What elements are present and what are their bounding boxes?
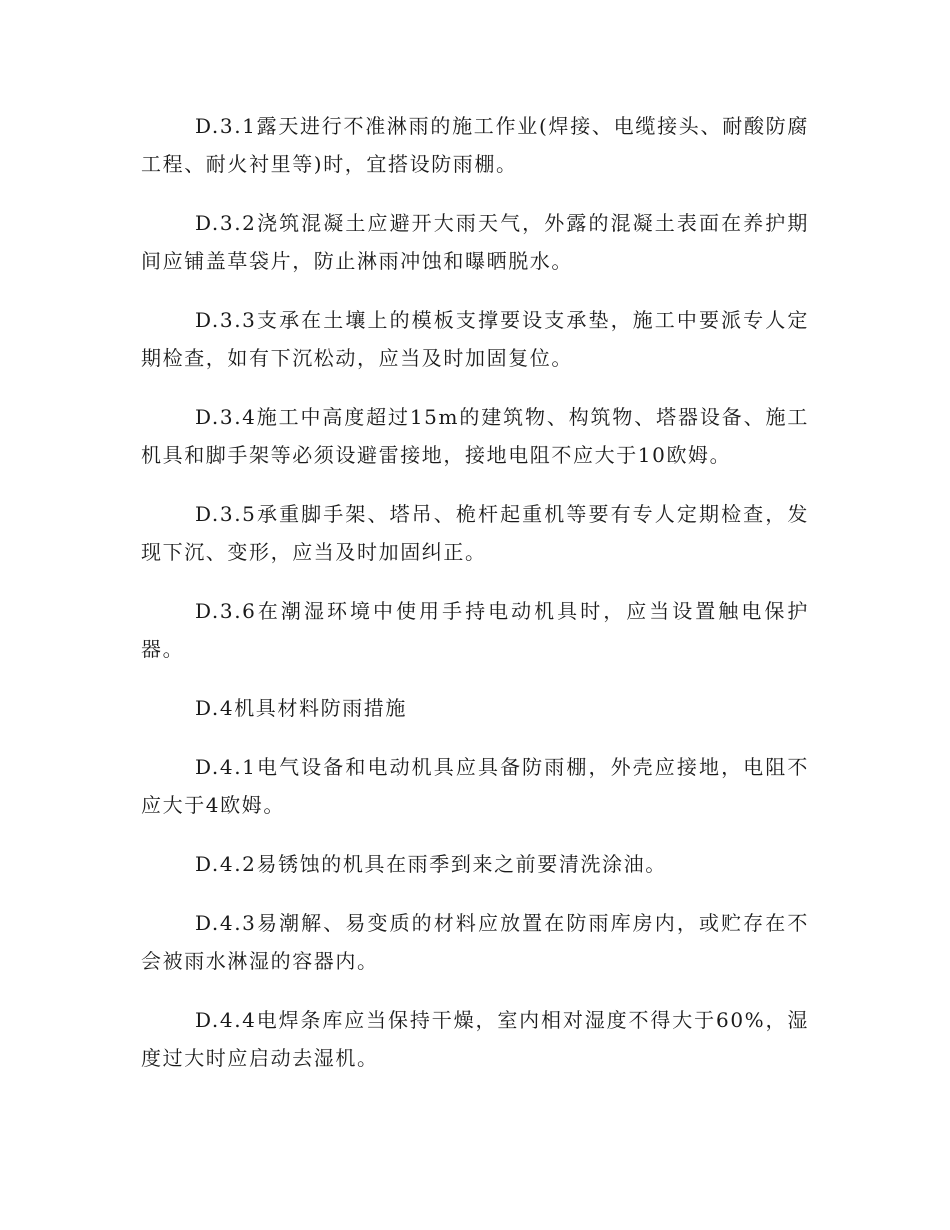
paragraph-d-3-5: D.3.5承重脚手架、塔吊、桅杆起重机等要有专人定期检查，发现下沉、变形，应当及时加固纠正。 xyxy=(141,502,809,564)
paragraph-d-4-1: D.4.1电气设备和电动机具应具备防雨棚，外壳应接地，电阻不应大于4欧姆。 xyxy=(141,755,809,817)
paragraph-d-4-4: D.4.4电焊条库应当保持干燥，室内相对湿度不得大于60%，湿度过大时应启动去湿机。 xyxy=(141,1008,809,1070)
paragraph-d-3-1: D.3.1露天进行不准淋雨的施工作业(焊接、电缆接头、耐酸防腐工程、耐火衬里等)时，宜搭设防雨棚。 xyxy=(141,114,809,176)
paragraph-d-4-2: D.4.2易锈蚀的机具在雨季到来之前要清洗涂油。 xyxy=(195,852,667,876)
paragraph-d-3-3: D.3.3支承在土壤上的模板支撑要设支承垫，施工中要派专人定期检查，如有下沉松动，应当及时加固复位。 xyxy=(141,308,809,370)
paragraph-d-3-6: D.3.6在潮湿环境中使用手持电动机具时，应当设置触电保护器。 xyxy=(141,599,809,661)
paragraph-d-3-4: D.3.4施工中高度超过15m的建筑物、构筑物、塔器设备、施工机具和脚手架等必须设避雷接地，接地电阻不应大于10欧姆。 xyxy=(141,405,809,467)
paragraph-d-4-3: D.4.3易潮解、易变质的材料应放置在防雨库房内，或贮存在不会被雨水淋湿的容器内。 xyxy=(141,911,809,973)
document-body xyxy=(141,107,809,1098)
paragraph-d-3-2: D.3.2浇筑混凝土应避开大雨天气，外露的混凝土表面在养护期间应铺盖草袋片，防止淋雨冲蚀和曝晒脱水。 xyxy=(141,211,809,273)
section-heading-d-4: D.4机具材料防雨措施 xyxy=(195,696,408,720)
